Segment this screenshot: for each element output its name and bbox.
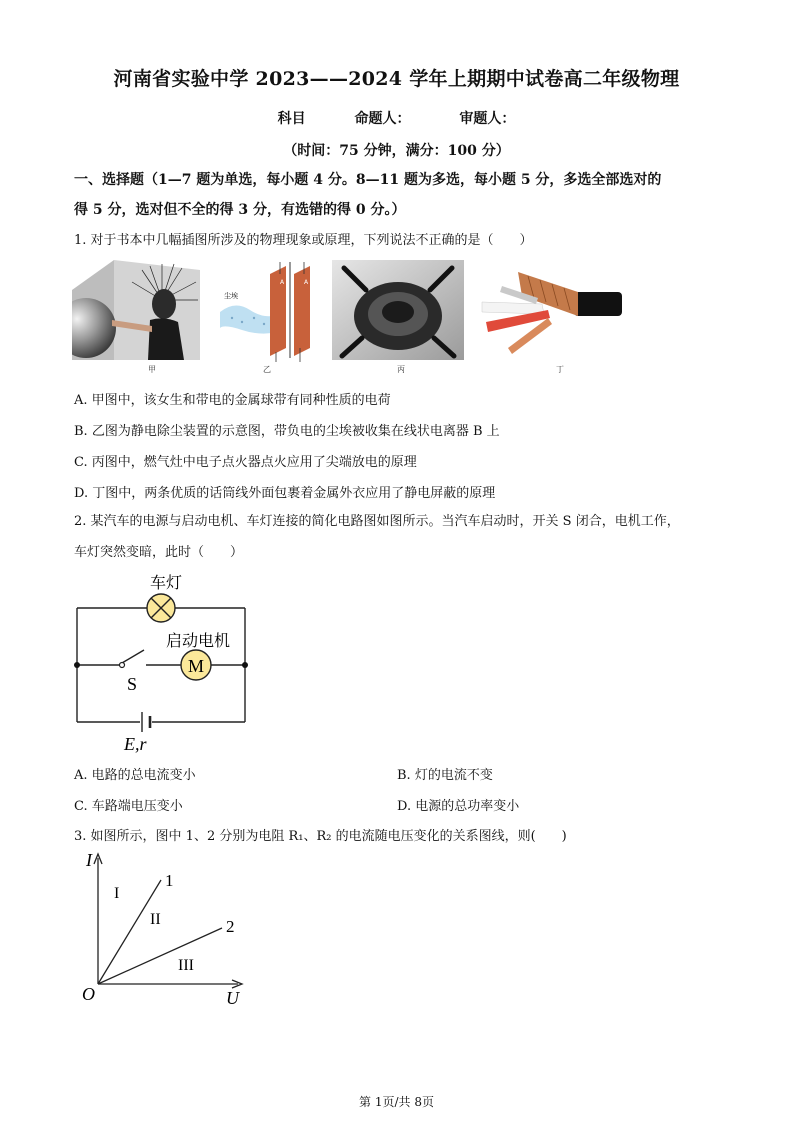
exam-meta	[0, 108, 793, 128]
q2-option-c[interactable]: C. 车路端电压变小	[74, 799, 183, 814]
figure-bing	[332, 260, 464, 360]
x-axis-label: U	[226, 988, 239, 1008]
switch-symbol	[120, 663, 125, 668]
dust-label: 尘埃	[224, 292, 238, 300]
section-heading-line1: 一、选择题（1—7 题为单选，每小题 4 分。8—11 题为多选，每小题 5 分，多选全部选对的	[74, 172, 662, 188]
white-wire	[482, 302, 544, 314]
author-label: 命题人：	[354, 111, 411, 127]
node-left	[74, 662, 80, 668]
caption-yi: 乙	[263, 365, 271, 374]
region-1-label: I	[114, 885, 120, 902]
caption-jia: 甲	[148, 365, 156, 374]
exam-title: 河南省实验中学 2023——2024 学年上期期中试卷高二年级物理	[113, 68, 680, 90]
iu-graph	[78, 848, 258, 1010]
figure-yi	[220, 262, 325, 362]
region-2-label: II	[150, 911, 161, 928]
caption-ding: 丁	[556, 365, 564, 374]
circuit-diagram	[70, 570, 260, 760]
q1-option-c[interactable]: C. 丙图中，燃气灶中电子点火器点火应用了尖端放电的原理	[74, 455, 417, 470]
q1-option-b[interactable]: B. 乙图为静电除尘装置的示意图，带负电的尘埃被收集在线状电离器 B 上	[74, 424, 500, 439]
region-3-label: III	[178, 957, 194, 974]
origin-label: O	[82, 984, 95, 1004]
q2-option-d[interactable]: D. 电源的总功率变小	[397, 799, 520, 814]
time-info: （时间：75 分钟，满分：100 分）	[283, 143, 510, 159]
girl-head	[152, 289, 176, 319]
subject-label: 科目	[277, 111, 306, 127]
plate-label-right: A	[304, 279, 309, 286]
q2-option-b[interactable]: B. 灯的电流不变	[397, 768, 493, 783]
q1-option-a[interactable]: A. 甲图中，该女生和带电的金属球带有同种性质的电荷	[74, 393, 391, 408]
q1-stem: 1. 对于书本中几幅插图所涉及的物理现象或原理，下列说法不正确的是（ ）	[74, 233, 533, 248]
figure-ding	[478, 262, 624, 362]
line1-label: 1	[165, 871, 174, 890]
reviewer-label: 审题人：	[459, 111, 516, 127]
burner-cap	[382, 301, 414, 323]
section-heading-line2: 得 5 分，选对但不全的得 3 分，有选错的得 0 分。）	[74, 202, 406, 218]
plate-label-left: A	[280, 279, 285, 286]
figure-jia	[72, 260, 202, 365]
motor-letter: M	[187, 656, 205, 676]
graph-line-1	[98, 880, 161, 984]
q2-option-a[interactable]: A. 电路的总电流变小	[74, 768, 196, 783]
node-right	[242, 662, 248, 668]
source-label: E,r	[124, 734, 147, 754]
line2-label: 2	[226, 917, 235, 936]
switch-label: S	[127, 674, 138, 694]
q1-option-d[interactable]: D. 丁图中，两条优质的话筒线外面包裹着金属外衣应用了静电屏蔽的原理	[74, 486, 496, 501]
graph-line-2	[98, 928, 222, 984]
cable-jacket	[574, 292, 622, 316]
motor-label: 启动电机	[166, 631, 231, 650]
q2-stem-line2: 车灯突然变暗，此时（ ）	[74, 545, 244, 560]
page-number: 第 1页/共 8页	[359, 1095, 434, 1109]
q3-stem: 3. 如图所示，图中 1、2 分别为电阻 R₁、R₂ 的电流随电压变化的关系图线，则( )	[74, 829, 567, 844]
q2-stem-line1: 2. 某汽车的电源与启动电机、车灯连接的简化电路图如图所示。当汽车启动时，开关 S 闭合，电机工作，	[74, 514, 680, 529]
lamp-label: 车灯	[150, 573, 183, 592]
caption-bing: 丙	[397, 365, 405, 374]
y-axis-label: I	[86, 850, 92, 870]
